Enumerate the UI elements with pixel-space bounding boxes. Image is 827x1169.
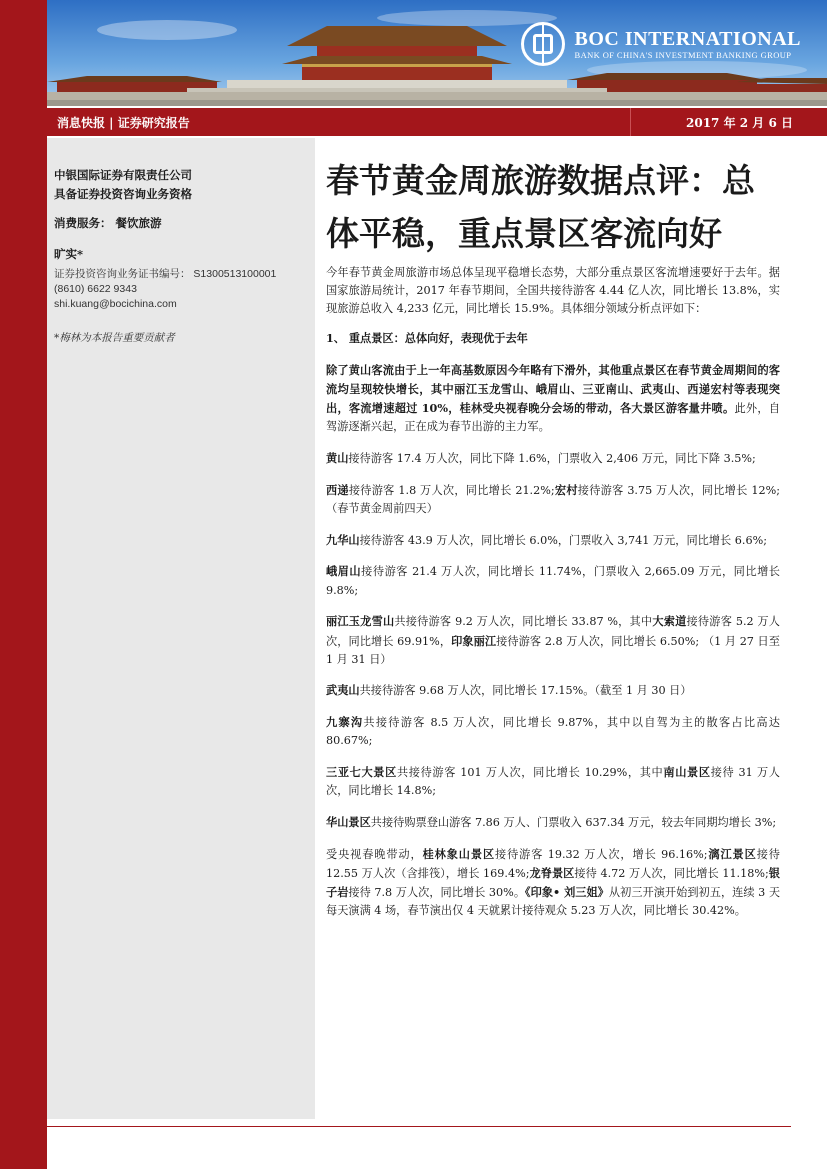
contributor-note: *梅林为本报告重要贡献者 [54, 332, 175, 344]
summary-paragraph [326, 361, 780, 437]
company-qualification: 具备证券投资咨询业务资格 [54, 187, 192, 201]
boc-international-logo [521, 22, 802, 66]
item-jiuhuashan [326, 531, 780, 550]
summary-rest: 此外，自驾游逐渐兴起，正在成为春节出游的主力军。 [326, 402, 780, 434]
site-name: 武夷山 [326, 683, 360, 698]
site-name: 峨眉山 [326, 564, 362, 579]
item-huangshan [326, 449, 780, 468]
site-stats: 接待 31 万人次，同比增长 14.8%; [326, 766, 780, 798]
left-accent-bar [0, 0, 47, 1169]
site-stats: 共接待购票登山游客 7.86 万人、门票收入 637.34 万元，较去年同期均增长 3%; [370, 815, 777, 829]
site-name: 三亚七大景区 [326, 765, 397, 780]
site-stats: 共接待游客 9.2 万人次，同比增长 33.87 %，其中 [394, 615, 653, 629]
report-type: 消息快报 | 证券研究报告 [57, 116, 190, 130]
site-stats: 接待游客 19.32 万人次，增长 96.16%; [495, 847, 708, 861]
report-date: 2017 年 2 月 6 日 [686, 116, 793, 130]
site-name: 宏村 [554, 482, 578, 497]
company-info [54, 166, 192, 204]
certificate-number: 证券投资咨询业务证书编号： S1300513100001 [54, 268, 277, 280]
site-stats: 共接待游客 101 万人次，同比增长 10.29%，其中 [396, 766, 664, 780]
email-link[interactable]: shi.kuang@bocichina.com [54, 298, 177, 310]
site-name: 大索道 [652, 614, 687, 629]
site-stats: 接待游客 2.8 万人次，同比增长 6.50%; （1 月 27 日至 1 月 31 日） [326, 634, 780, 666]
site-name: 九华山 [326, 532, 360, 547]
footer-divider [47, 1126, 791, 1127]
brand-name: BOC INTERNATIONAL [574, 27, 801, 50]
item-emeishan [326, 562, 780, 599]
report-body [326, 264, 780, 933]
site-name: 龙脊景区 [529, 865, 575, 880]
title-line-2: 体平稳，重点景区客流向好 [326, 214, 722, 253]
item-jiuzhaigou [326, 713, 780, 750]
site-name: 黄山 [326, 451, 349, 466]
boc-emblem-icon [521, 22, 565, 66]
site-stats: 接待游客 17.4 万人次，同比下降 1.6%，门票收入 2,406 万元，同比下降 3.5%; [348, 452, 756, 466]
site-name: 银子岩 [326, 865, 780, 900]
report-ribbon [47, 108, 827, 136]
author-contact [54, 267, 276, 312]
site-name: 《印象• 刘三姐》 [525, 885, 609, 900]
site-name: 桂林象山景区 [422, 846, 496, 861]
item-huashan [326, 813, 780, 832]
site-stats: 共接待游客 9.68 万人次，同比增长 17.15%。（截至 1 月 30 日） [359, 684, 692, 698]
item-sanya [326, 763, 780, 800]
site-name: 南山景区 [663, 765, 711, 780]
site-stats: 接待游客 43.9 万人次，同比增长 6.0%，门票收入 3,741 万元，同比增长 6.6%; [359, 533, 767, 547]
item-yulong [326, 612, 780, 669]
site-stats: 接待 7.8 万人次，同比增长 30%。 [348, 886, 526, 900]
item-wuyishan [326, 681, 780, 700]
site-stats: 接待游客 3.75 万人次，同比增长 12%; （春节黄金周前四天） [326, 483, 780, 516]
site-name: 西递 [326, 482, 349, 497]
header-banner [47, 0, 827, 106]
site-name: 九寨沟 [326, 715, 364, 730]
site-stats: 受央视春晚带动， [326, 847, 423, 861]
item-guilin [326, 845, 780, 921]
section-heading: 1、 重点景区：总体向好，表现优于去年 [326, 330, 528, 345]
site-name: 华山景区 [326, 814, 371, 829]
ribbon-divider [630, 108, 631, 136]
site-stats: 共接待游客 8.5 万人次，同比增长 9.87%，其中以自驾为主的散客占比高达 80.67%; [326, 716, 780, 748]
site-stats: 从初三开演开始到初五，连续 3 天每天演满 4 场，春节演出仅 4 天就累计接待观众 5.23 万人次，同比增长 30.42%。 [326, 886, 781, 918]
item-xidi-hongcun [326, 481, 780, 518]
brand-tagline: BANK OF CHINA'S INVESTMENT BANKING GROUP [574, 49, 792, 60]
company-name: 中银国际证券有限责任公司 [54, 168, 192, 182]
intro-paragraph: 今年春节黄金周旅游市场总体呈现平稳增长态势，大部分重点景区客流增速要好于去年。据国家旅游局统计，2017 年春节期间，全国共接待游客 4.44 亿人次，同比增长 13.8%，实现旅游总收入 4,233 亿元，同比增长 15.9%。具体细分领域分析点评如下： [326, 266, 780, 316]
site-stats: 接待 12.55 万人次（含排筏），增长 169.4%; [326, 847, 780, 880]
site-stats: 接待游客 21.4 万人次，同比增长 11.74%，门票收入 2,665.09 万元，同比增长 9.8%; [326, 565, 780, 597]
summary-bold: 除了黄山客流由于上一年高基数原因今年略有下滑外，其他重点景区在春节黄金周期间的客流均呈现较快增长，其中丽江玉龙雪山、峨眉山、三亚南山、武夷山、西递宏村等表现突出，客流增速超过 10%，桂林受央视春晚分会场的带动，各大景区游客量井喷。 [326, 362, 780, 416]
report-title [326, 154, 786, 260]
phone-number: (8610) 6622 9343 [54, 283, 137, 295]
sector-label: 消费服务： 餐饮旅游 [54, 216, 162, 230]
site-stats: 接待 4.72 万人次，同比增长 11.18%; [574, 866, 769, 880]
site-name: 丽江玉龙雪山 [326, 614, 395, 629]
site-stats: 接待游客 5.2 万人次，同比增长 69.91%， [326, 615, 780, 648]
site-name: 漓江景区 [707, 846, 757, 861]
site-name: 印象丽江 [451, 633, 497, 648]
title-line-1: 春节黄金周旅游数据点评：总 [326, 161, 755, 200]
site-stats: 接待游客 1.8 万人次，同比增长 21.2%; [348, 483, 555, 497]
sidebar [47, 138, 315, 1119]
author-name: 旷实* [54, 247, 84, 261]
